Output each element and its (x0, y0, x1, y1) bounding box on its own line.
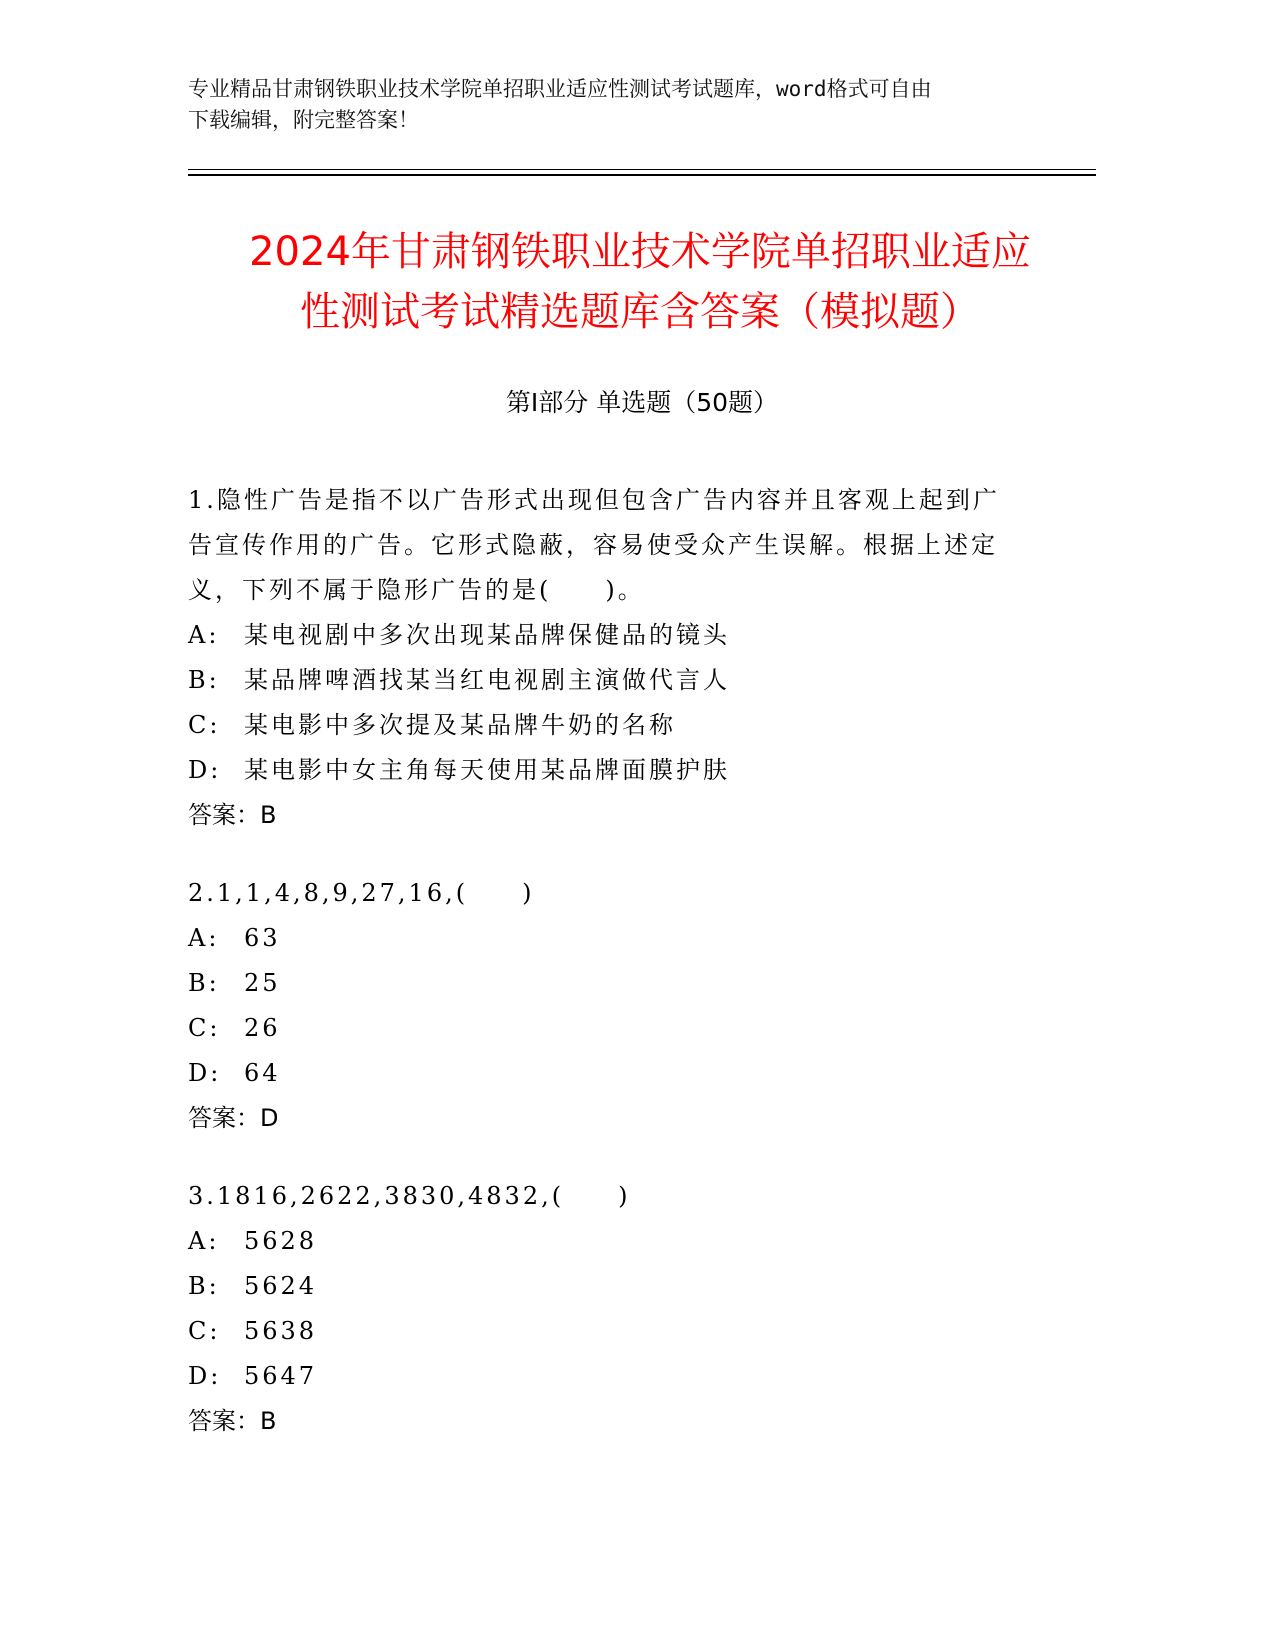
option-letter: A: (188, 924, 220, 952)
option-letter: B: (188, 1272, 220, 1300)
header-note (188, 74, 1088, 136)
option-text: 5647 (244, 1362, 318, 1390)
option-a (188, 916, 1068, 961)
header-rule-thick (188, 174, 1096, 176)
answer-line: 答案：B (188, 1407, 277, 1435)
option-b (188, 658, 1068, 703)
option-letter: C: (188, 1014, 221, 1042)
option-text: 某电影中女主角每天使用某品牌面膜护肤 (244, 756, 730, 784)
answer-line: 答案：D (188, 1104, 279, 1132)
document-title (140, 222, 1140, 342)
option-letter: D: (188, 1362, 222, 1390)
option-d (188, 1051, 1068, 1096)
question-1 (188, 478, 1068, 838)
option-b (188, 1264, 1068, 1309)
header-note-line: 下载编辑，附完整答案！ (188, 108, 419, 132)
option-d (188, 1354, 1068, 1399)
option-text: 26 (244, 1014, 281, 1042)
option-letter: B: (188, 666, 220, 694)
question-3 (188, 1174, 1068, 1444)
header-note-line: 专业精品甘肃钢铁职业技术学院单招职业适应性测试考试题库，word格式可自由 (188, 77, 932, 101)
option-text: 某品牌啤酒找某当红电视剧主演做代言人 (244, 666, 730, 694)
option-text: 5624 (244, 1272, 318, 1300)
option-c (188, 1309, 1068, 1354)
option-text: 5638 (244, 1317, 318, 1345)
option-letter: D: (188, 1059, 222, 1087)
option-letter: C: (188, 711, 221, 739)
option-letter: C: (188, 1317, 221, 1345)
question-stem: 义，下列不属于隐形广告的是( )。 (188, 576, 645, 604)
question-stem: 2.1,1,4,8,9,27,16,( ) (188, 879, 535, 907)
title-line: 性测试考试精选题库含答案（模拟题） (300, 289, 980, 335)
option-text: 63 (244, 924, 281, 952)
option-letter: A: (188, 621, 220, 649)
option-d (188, 748, 1068, 793)
option-c (188, 1006, 1068, 1051)
option-letter: A: (188, 1227, 220, 1255)
question-stem: 1.隐性广告是指不以广告形式出现但包含广告内容并且客观上起到广 (188, 486, 1000, 514)
header-rule-thin (188, 169, 1096, 170)
option-a (188, 613, 1068, 658)
option-b (188, 961, 1068, 1006)
section-heading: 第Ⅰ部分 单选题（50题） (505, 388, 779, 417)
question-stem: 3.1816,2622,3830,4832,( ) (188, 1182, 631, 1210)
option-c (188, 703, 1068, 748)
option-a (188, 1219, 1068, 1264)
option-text: 5628 (244, 1227, 318, 1255)
option-letter: D: (188, 756, 222, 784)
title-line: 2024年甘肃钢铁职业技术学院单招职业适应 (249, 229, 1031, 275)
option-text: 64 (244, 1059, 281, 1087)
question-list (188, 478, 1068, 1477)
question-stem: 告宣传作用的广告。它形式隐蔽，容易使受众产生误解。根据上述定 (188, 531, 998, 559)
option-text: 某电影中多次提及某品牌牛奶的名称 (244, 711, 676, 739)
option-text: 某电视剧中多次出现某品牌保健品的镜头 (244, 621, 730, 649)
option-letter: B: (188, 969, 220, 997)
question-2 (188, 871, 1068, 1141)
answer-line: 答案：B (188, 801, 277, 829)
option-text: 25 (244, 969, 281, 997)
